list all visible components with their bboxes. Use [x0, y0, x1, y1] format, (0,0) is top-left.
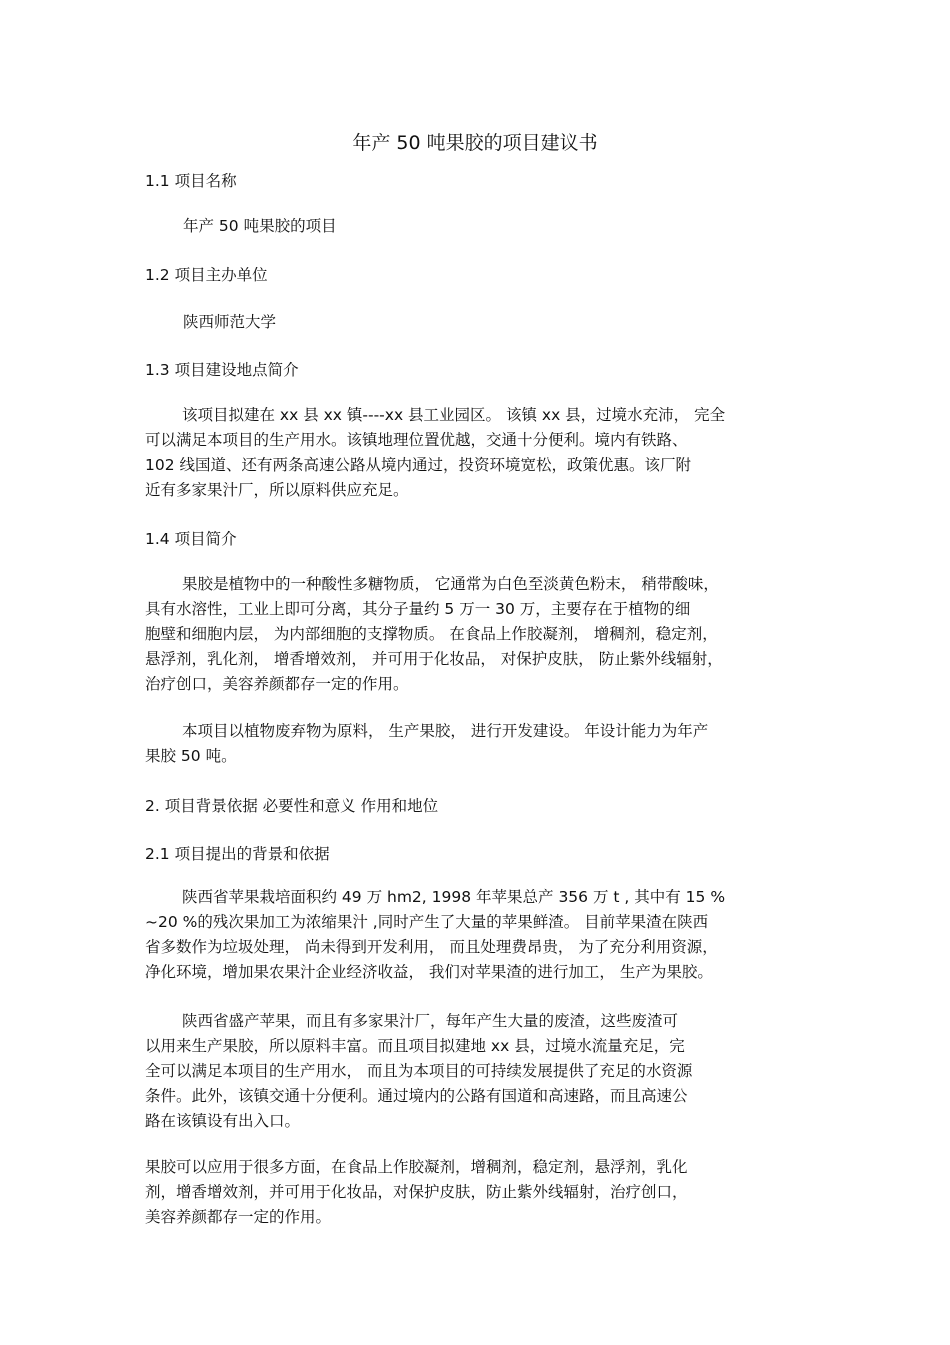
paragraph-line: 省多数作为垃圾处理， 尚未得到开发利用， 而且处理费昂贵， 为了充分利用资源，	[145, 938, 718, 956]
paragraph-line: 净化环境，增加果农果汁企业经济收益， 我们对苹果渣的进行加工， 生产为果胶。	[145, 963, 713, 981]
heading-1-3: 1.3 项目建设地点简介	[145, 361, 299, 379]
background-paragraph-2	[145, 1009, 810, 1134]
heading-1-2: 1.2 项目主办单位	[145, 266, 268, 284]
paragraph-line: ~20 %的残次果加工为浓缩果汁 ,同时产生了大量的苹果鲜渣。 目前苹果渣在陕西	[145, 913, 709, 931]
sponsor-text: 陕西师范大学	[183, 313, 277, 331]
paragraph-line: 果胶可以应用于很多方面，在食品上作胶凝剂，增稠剂，稳定剂，悬浮剂，乳化	[145, 1158, 688, 1176]
paragraph-line: 胞壁和细胞内层， 为内部细胞的支撑物质。 在食品上作胶凝剂， 增稠剂，稳定剂，	[145, 625, 718, 643]
paragraph-line: 路在该镇设有出入口。	[145, 1112, 301, 1130]
heading-2-1: 2.1 项目提出的背景和依据	[145, 845, 330, 863]
paragraph-line: 美容养颜都存一定的作用。	[145, 1208, 332, 1226]
paragraph-line: 陕西省盛产苹果，而且有多家果汁厂，每年产生大量的废渣，这些废渣可	[182, 1012, 679, 1030]
project-name-text: 年产 50 吨果胶的项目	[183, 217, 337, 235]
intro-paragraph-1	[145, 572, 810, 697]
paragraph-line: 该项目拟建在 xx 县 xx 镇----xx 县工业园区。 该镇 xx 县，过境水充沛， 完全	[182, 406, 726, 424]
paragraph-line: 悬浮剂，乳化剂， 增香增效剂， 并可用于化妆品， 对保护皮肤， 防止紫外线辐射，	[145, 650, 723, 668]
paragraph-line: 条件。此外，该镇交通十分便利。通过境内的公路有国道和高速路，而且高速公	[145, 1087, 688, 1105]
background-paragraph-3	[145, 1155, 810, 1230]
intro-paragraph-2	[145, 719, 810, 769]
paragraph-line: 果胶 50 吨。	[145, 747, 237, 765]
paragraph-line: 近有多家果汁厂，所以原料供应充足。	[145, 481, 409, 499]
location-paragraph	[145, 403, 810, 503]
paragraph-line: 102 线国道、还有两条高速公路从境内通过，投资环境宽松，政策优惠。该厂附	[145, 456, 692, 474]
paragraph-line: 全可以满足本项目的生产用水， 而且为本项目的可持续发展提供了充足的水资源	[145, 1062, 693, 1080]
paragraph-line: 本项目以植物废弃物为原料， 生产果胶， 进行开发建设。 年设计能力为年产	[182, 722, 709, 740]
paragraph-line: 可以满足本项目的生产用水。该镇地理位置优越，交通十分便利。境内有铁路、	[145, 431, 688, 449]
heading-1-1: 1.1 项目名称	[145, 172, 237, 190]
background-paragraph-1	[145, 885, 810, 985]
heading-2: 2. 项目背景依据 必要性和意义 作用和地位	[145, 797, 439, 815]
document-title: 年产 50 吨果胶的项目建议书	[352, 132, 598, 154]
paragraph-line: 治疗创口，美容养颜都存一定的作用。	[145, 675, 409, 693]
paragraph-line: 以用来生产果胶，所以原料丰富。而且项目拟建地 xx 县，过境水流量充足，完	[145, 1037, 685, 1055]
heading-1-4: 1.4 项目简介	[145, 530, 237, 548]
paragraph-line: 果胶是植物中的一种酸性多糖物质， 它通常为白色至淡黄色粉末， 稍带酸味，	[182, 575, 719, 593]
paragraph-line: 具有水溶性，工业上即可分离，其分子量约 5 万一 30 万，主要存在于植物的细	[145, 600, 691, 618]
paragraph-line: 剂，增香增效剂，并可用于化妆品，对保护皮肤，防止紫外线辐射，治疗创口，	[145, 1183, 688, 1201]
paragraph-line: 陕西省苹果栽培面积约 49 万 hm2, 1998 年苹果总产 356 万 t , 其中有 15 %	[182, 888, 726, 906]
